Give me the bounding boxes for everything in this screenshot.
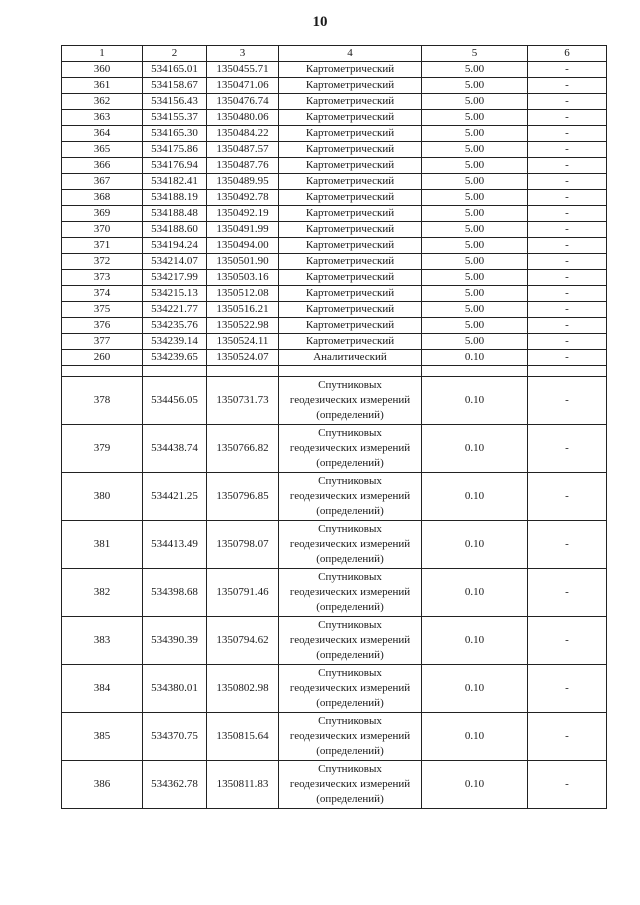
y-coordinate: 1350484.22 [207, 126, 279, 142]
accuracy: 0.10 [422, 521, 528, 569]
method [279, 665, 422, 713]
method-line: геодезических измерений [289, 634, 411, 646]
y-coordinate: 1350501.90 [207, 254, 279, 270]
accuracy: 0.10 [422, 761, 528, 809]
note: - [528, 473, 607, 521]
table-row [62, 302, 607, 318]
y-coordinate: 1350480.06 [207, 110, 279, 126]
column-number: 4 [279, 46, 422, 62]
method: Картометрический [279, 158, 422, 174]
method-line: Спутниковых [318, 523, 382, 535]
accuracy: 5.00 [422, 78, 528, 94]
y-coordinate: 1350489.95 [207, 174, 279, 190]
y-coordinate: 1350794.62 [207, 617, 279, 665]
x-coordinate: 534239.14 [143, 334, 207, 350]
method-line: Спутниковых [318, 475, 382, 487]
method: Картометрический [279, 126, 422, 142]
coordinates-table-body [62, 46, 607, 809]
point-number: 364 [62, 126, 143, 142]
y-coordinate: 1350512.08 [207, 286, 279, 302]
method [279, 761, 422, 809]
note: - [528, 713, 607, 761]
table-row [62, 158, 607, 174]
accuracy: 0.10 [422, 713, 528, 761]
empty-cell [422, 366, 528, 377]
method: Картометрический [279, 238, 422, 254]
method: Картометрический [279, 286, 422, 302]
method-line: (определений) [316, 649, 384, 661]
x-coordinate: 534390.39 [143, 617, 207, 665]
point-number: 382 [62, 569, 143, 617]
note: - [528, 569, 607, 617]
method-line: Спутниковых [318, 715, 382, 727]
point-number: 370 [62, 222, 143, 238]
x-coordinate: 534158.67 [143, 78, 207, 94]
accuracy: 5.00 [422, 142, 528, 158]
y-coordinate: 1350492.78 [207, 190, 279, 206]
note: - [528, 254, 607, 270]
note: - [528, 110, 607, 126]
x-coordinate: 534182.41 [143, 174, 207, 190]
point-number: 371 [62, 238, 143, 254]
y-coordinate: 1350524.07 [207, 350, 279, 366]
table-row [62, 238, 607, 254]
table-row [62, 521, 607, 569]
y-coordinate: 1350487.76 [207, 158, 279, 174]
table-row [62, 713, 607, 761]
x-coordinate: 534421.25 [143, 473, 207, 521]
method-line: геодезических измерений [289, 682, 411, 694]
y-coordinate: 1350491.99 [207, 222, 279, 238]
x-coordinate: 534165.01 [143, 62, 207, 78]
table-row [62, 617, 607, 665]
note: - [528, 78, 607, 94]
x-coordinate: 534215.13 [143, 286, 207, 302]
y-coordinate: 1350796.85 [207, 473, 279, 521]
method: Картометрический [279, 62, 422, 78]
point-number: 381 [62, 521, 143, 569]
method-line: Спутниковых [318, 667, 382, 679]
method: Картометрический [279, 78, 422, 94]
y-coordinate: 1350516.21 [207, 302, 279, 318]
method-line: Спутниковых [318, 763, 382, 775]
accuracy: 5.00 [422, 334, 528, 350]
table-row [62, 318, 607, 334]
note: - [528, 270, 607, 286]
y-coordinate: 1350522.98 [207, 318, 279, 334]
note: - [528, 334, 607, 350]
table-row [62, 190, 607, 206]
note: - [528, 238, 607, 254]
x-coordinate: 534188.48 [143, 206, 207, 222]
method: Картометрический [279, 206, 422, 222]
method-line: (определений) [316, 409, 384, 421]
note: - [528, 761, 607, 809]
y-coordinate: 1350798.07 [207, 521, 279, 569]
point-number: 386 [62, 761, 143, 809]
x-coordinate: 534413.49 [143, 521, 207, 569]
point-number: 369 [62, 206, 143, 222]
empty-cell [279, 366, 422, 377]
y-coordinate: 1350802.98 [207, 665, 279, 713]
method: Картометрический [279, 142, 422, 158]
method [279, 569, 422, 617]
accuracy: 5.00 [422, 126, 528, 142]
note: - [528, 377, 607, 425]
table-row [62, 174, 607, 190]
blank-row [62, 366, 607, 377]
empty-cell [207, 366, 279, 377]
x-coordinate: 534398.68 [143, 569, 207, 617]
table-row [62, 377, 607, 425]
note: - [528, 62, 607, 78]
accuracy: 5.00 [422, 238, 528, 254]
accuracy: 5.00 [422, 318, 528, 334]
table-row [62, 473, 607, 521]
method: Картометрический [279, 302, 422, 318]
accuracy: 5.00 [422, 62, 528, 78]
table-row [62, 425, 607, 473]
accuracy: 5.00 [422, 190, 528, 206]
method: Картометрический [279, 270, 422, 286]
accuracy: 5.00 [422, 286, 528, 302]
method-line: Спутниковых [318, 571, 382, 583]
point-number: 367 [62, 174, 143, 190]
note: - [528, 617, 607, 665]
accuracy: 5.00 [422, 270, 528, 286]
y-coordinate: 1350455.71 [207, 62, 279, 78]
y-coordinate: 1350476.74 [207, 94, 279, 110]
method: Аналитический [279, 350, 422, 366]
method-line: геодезических измерений [289, 538, 411, 550]
table-row [62, 761, 607, 809]
table-row [62, 78, 607, 94]
method-line: (определений) [316, 745, 384, 757]
table-row [62, 142, 607, 158]
method-line: Спутниковых [318, 619, 382, 631]
method [279, 617, 422, 665]
accuracy: 5.00 [422, 254, 528, 270]
point-number: 374 [62, 286, 143, 302]
x-coordinate: 534221.77 [143, 302, 207, 318]
accuracy: 5.00 [422, 302, 528, 318]
accuracy: 0.10 [422, 473, 528, 521]
x-coordinate: 534194.24 [143, 238, 207, 254]
method-line: геодезических измерений [289, 778, 411, 790]
y-coordinate: 1350811.83 [207, 761, 279, 809]
x-coordinate: 534214.07 [143, 254, 207, 270]
note: - [528, 222, 607, 238]
point-number: 376 [62, 318, 143, 334]
column-number-row [62, 46, 607, 62]
note: - [528, 318, 607, 334]
table-row [62, 270, 607, 286]
point-number: 260 [62, 350, 143, 366]
table-row [62, 94, 607, 110]
accuracy: 5.00 [422, 222, 528, 238]
point-number: 360 [62, 62, 143, 78]
method: Картометрический [279, 174, 422, 190]
point-number: 385 [62, 713, 143, 761]
y-coordinate: 1350524.11 [207, 334, 279, 350]
note: - [528, 206, 607, 222]
method: Картометрический [279, 318, 422, 334]
method-line: (определений) [316, 505, 384, 517]
x-coordinate: 534175.86 [143, 142, 207, 158]
accuracy: 0.10 [422, 377, 528, 425]
point-number: 362 [62, 94, 143, 110]
point-number: 378 [62, 377, 143, 425]
y-coordinate: 1350494.00 [207, 238, 279, 254]
y-coordinate: 1350791.46 [207, 569, 279, 617]
table-row [62, 254, 607, 270]
note: - [528, 521, 607, 569]
x-coordinate: 534155.37 [143, 110, 207, 126]
x-coordinate: 534235.76 [143, 318, 207, 334]
table-row [62, 206, 607, 222]
coordinates-table [61, 45, 607, 809]
method [279, 713, 422, 761]
method: Картометрический [279, 190, 422, 206]
y-coordinate: 1350815.64 [207, 713, 279, 761]
column-number: 1 [62, 46, 143, 62]
note: - [528, 286, 607, 302]
accuracy: 5.00 [422, 158, 528, 174]
point-number: 373 [62, 270, 143, 286]
note: - [528, 94, 607, 110]
x-coordinate: 534188.19 [143, 190, 207, 206]
y-coordinate: 1350492.19 [207, 206, 279, 222]
accuracy: 0.10 [422, 350, 528, 366]
table-row [62, 569, 607, 617]
note: - [528, 665, 607, 713]
note: - [528, 126, 607, 142]
method-line: (определений) [316, 457, 384, 469]
point-number: 365 [62, 142, 143, 158]
x-coordinate: 534176.94 [143, 158, 207, 174]
y-coordinate: 1350503.16 [207, 270, 279, 286]
note: - [528, 174, 607, 190]
accuracy: 5.00 [422, 110, 528, 126]
y-coordinate: 1350766.82 [207, 425, 279, 473]
method-line: (определений) [316, 601, 384, 613]
x-coordinate: 534362.78 [143, 761, 207, 809]
note: - [528, 302, 607, 318]
accuracy: 0.10 [422, 425, 528, 473]
table-row [62, 350, 607, 366]
x-coordinate: 534188.60 [143, 222, 207, 238]
method: Картометрический [279, 110, 422, 126]
x-coordinate: 534239.65 [143, 350, 207, 366]
column-number: 3 [207, 46, 279, 62]
method-line: геодезических измерений [289, 730, 411, 742]
point-number: 363 [62, 110, 143, 126]
method-line: (определений) [316, 793, 384, 805]
point-number: 375 [62, 302, 143, 318]
x-coordinate: 534438.74 [143, 425, 207, 473]
method [279, 377, 422, 425]
method: Картометрический [279, 222, 422, 238]
point-number: 380 [62, 473, 143, 521]
point-number: 379 [62, 425, 143, 473]
method: Картометрический [279, 94, 422, 110]
x-coordinate: 534217.99 [143, 270, 207, 286]
empty-cell [143, 366, 207, 377]
method [279, 521, 422, 569]
column-number: 6 [528, 46, 607, 62]
method-line: геодезических измерений [289, 442, 411, 454]
point-number: 361 [62, 78, 143, 94]
note: - [528, 142, 607, 158]
note: - [528, 425, 607, 473]
point-number: 384 [62, 665, 143, 713]
method-line: Спутниковых [318, 379, 382, 391]
y-coordinate: 1350731.73 [207, 377, 279, 425]
method: Картометрический [279, 254, 422, 270]
accuracy: 0.10 [422, 665, 528, 713]
point-number: 368 [62, 190, 143, 206]
accuracy: 5.00 [422, 174, 528, 190]
table-row [62, 126, 607, 142]
table-row [62, 665, 607, 713]
point-number: 377 [62, 334, 143, 350]
point-number: 366 [62, 158, 143, 174]
empty-cell [528, 366, 607, 377]
x-coordinate: 534165.30 [143, 126, 207, 142]
table-row [62, 334, 607, 350]
x-coordinate: 534156.43 [143, 94, 207, 110]
accuracy: 5.00 [422, 206, 528, 222]
method [279, 425, 422, 473]
x-coordinate: 534370.75 [143, 713, 207, 761]
table-row [62, 286, 607, 302]
method [279, 473, 422, 521]
note: - [528, 190, 607, 206]
method-line: (определений) [316, 553, 384, 565]
x-coordinate: 534456.05 [143, 377, 207, 425]
accuracy: 0.10 [422, 617, 528, 665]
accuracy: 5.00 [422, 94, 528, 110]
point-number: 372 [62, 254, 143, 270]
method-line: Спутниковых [318, 427, 382, 439]
method-line: геодезических измерений [289, 490, 411, 502]
method-line: геодезических измерений [289, 586, 411, 598]
note: - [528, 158, 607, 174]
method-line: (определений) [316, 697, 384, 709]
table-row [62, 222, 607, 238]
accuracy: 0.10 [422, 569, 528, 617]
x-coordinate: 534380.01 [143, 665, 207, 713]
empty-cell [62, 366, 143, 377]
page-number: 10 [312, 14, 328, 30]
note: - [528, 350, 607, 366]
method-line: геодезических измерений [289, 394, 411, 406]
column-number: 2 [143, 46, 207, 62]
method: Картометрический [279, 334, 422, 350]
y-coordinate: 1350471.06 [207, 78, 279, 94]
column-number: 5 [422, 46, 528, 62]
table-row [62, 110, 607, 126]
point-number: 383 [62, 617, 143, 665]
y-coordinate: 1350487.57 [207, 142, 279, 158]
table-row [62, 62, 607, 78]
